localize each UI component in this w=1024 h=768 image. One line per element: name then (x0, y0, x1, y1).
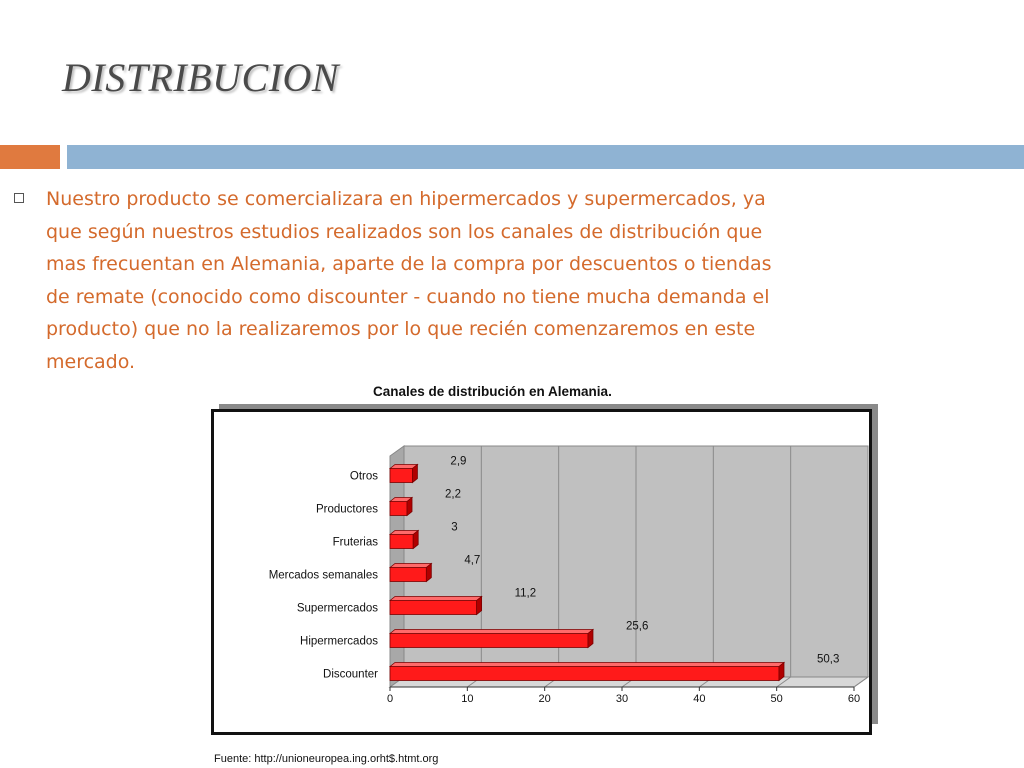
bar-top (390, 630, 593, 634)
category-label: Fruterias (332, 536, 378, 549)
value-label: 25,6 (625, 620, 649, 633)
category-label: Productores (315, 503, 378, 516)
category-label: Discounter (323, 668, 378, 681)
bar (390, 634, 588, 648)
source-note: Fuente: http://unioneuropea.ing.orht$.htmt.org (214, 753, 439, 765)
x-tick-label: 30 (615, 693, 629, 705)
x-tick-label: 50 (770, 693, 783, 705)
value-label: 11,2 (514, 587, 537, 600)
category-label: Supermercados (296, 602, 378, 615)
value-label: 50,3 (816, 653, 840, 666)
bar-chart (214, 412, 869, 732)
bar (390, 601, 477, 615)
category-label: Mercados semanales (268, 569, 378, 582)
bar (390, 535, 413, 549)
bar-top (390, 597, 482, 601)
x-tick-label: 60 (847, 693, 861, 705)
body-paragraph: Nuestro producto se comercializara en hipermercados y supermercados, ya que según nuestros estudios realizados son los canales de distribución que mas frecuentan en Alemania, aparte de la compra por descuentos o tiendas de remate (conocido como discounter - cuando no tiene mucha demanda el producto) que no la realizaremos por lo que recién comenzaremos en este mercado. (46, 188, 772, 373)
value-label: 4,7 (464, 554, 481, 567)
slide-title: DISTRIBUCION (62, 55, 340, 100)
accent-bar-blue (67, 145, 1024, 169)
bar (390, 469, 412, 483)
bar-top (390, 663, 784, 667)
category-label: Hipermercados (300, 635, 378, 648)
x-tick-label: 20 (538, 693, 551, 705)
value-label: 2,2 (445, 488, 462, 501)
x-tick-label: 10 (461, 693, 474, 705)
bar (390, 667, 779, 681)
chart-frame (211, 409, 872, 735)
bar (390, 568, 426, 582)
bullet-square-icon (14, 193, 24, 203)
value-label: 2,9 (450, 455, 467, 468)
bar (390, 502, 407, 516)
category-label: Otros (349, 470, 378, 483)
bar-top (390, 564, 431, 568)
x-tick-label: 40 (693, 693, 706, 705)
chart-title: Canales de distribución en Alemania. (373, 384, 612, 399)
value-label: 3 (451, 521, 458, 534)
x-tick-label: 0 (386, 693, 394, 705)
accent-bar-orange (0, 145, 60, 169)
